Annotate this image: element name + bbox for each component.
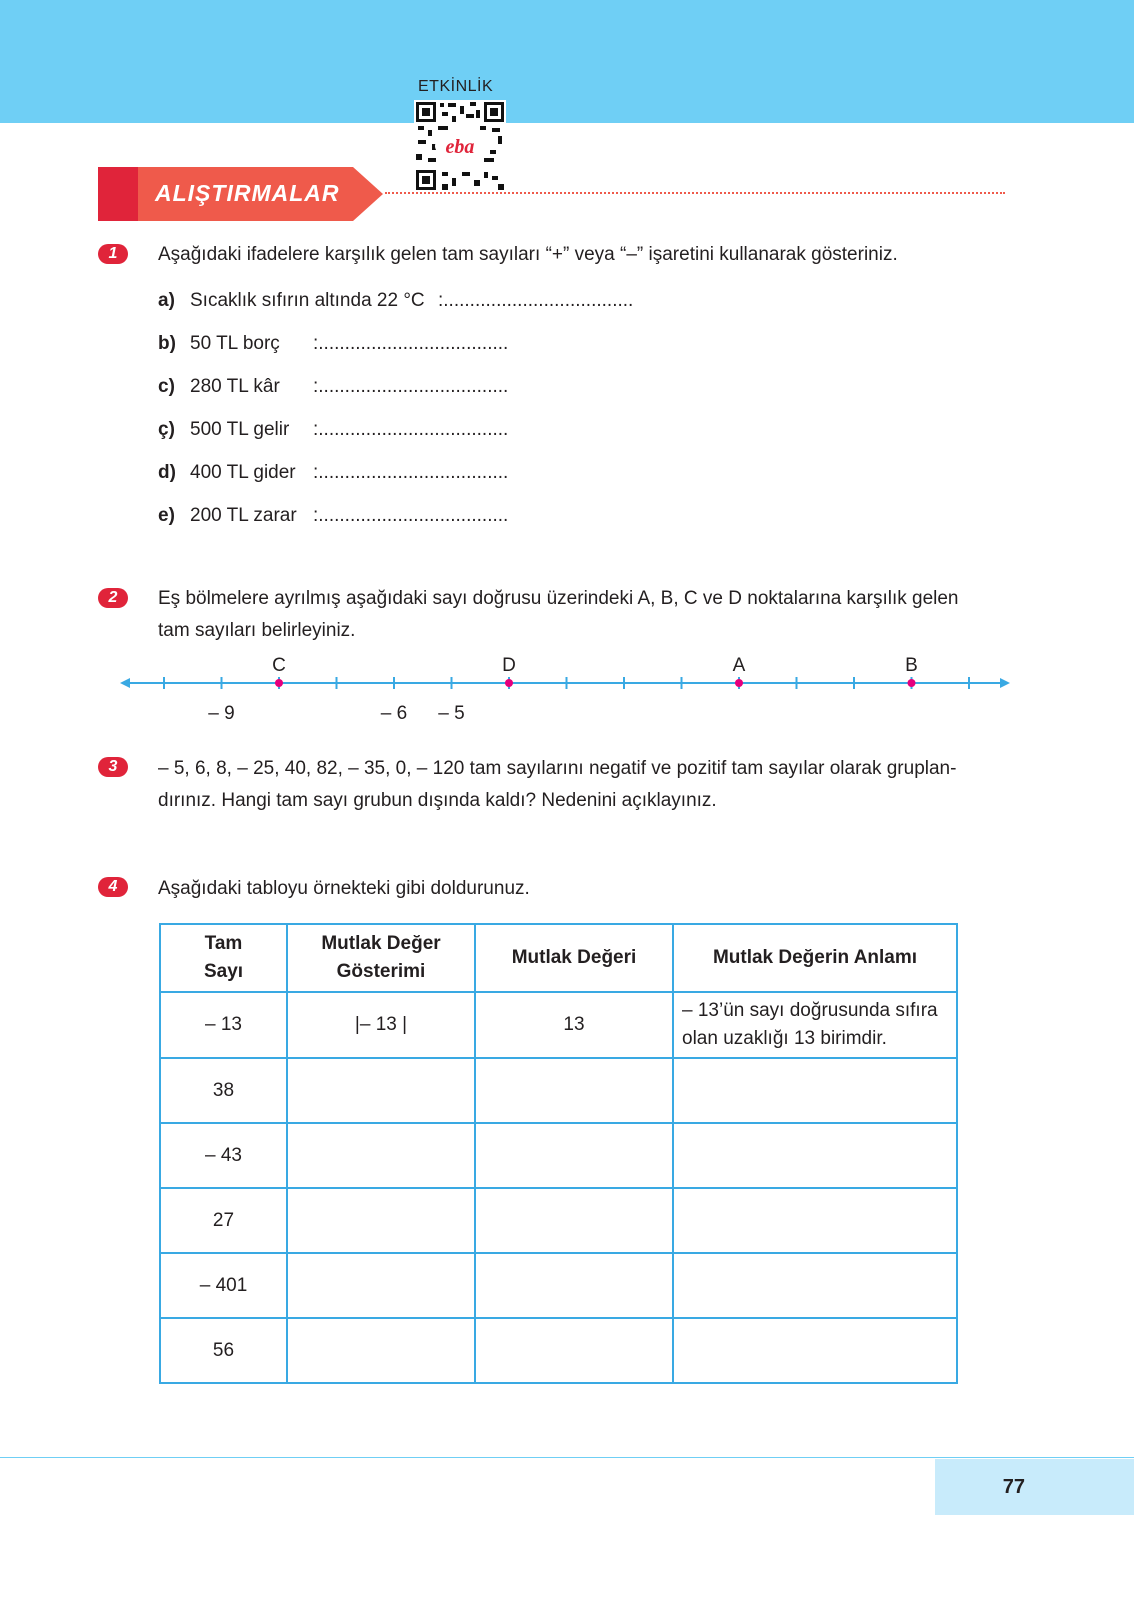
- item-text: Sıcaklık sıfırın altında 22 °C: [190, 290, 425, 311]
- answer-blank[interactable]: :....................................: [313, 462, 509, 483]
- item-text: 200 TL zarar: [190, 505, 297, 526]
- item-letter: d): [158, 462, 176, 483]
- qr-code[interactable]: [414, 100, 506, 192]
- item-text: 400 TL gider: [190, 462, 296, 483]
- header-absolute-value: Mutlak Değeri: [475, 924, 673, 992]
- cell-absolute-value-blank[interactable]: [475, 1253, 673, 1318]
- question-2-prompt-line2: tam sayıları belirleyiniz.: [158, 620, 356, 641]
- eba-badge: eba: [445, 136, 475, 158]
- point-a-label: A: [732, 655, 746, 676]
- table-row: [160, 1318, 957, 1383]
- point-d-marker: [505, 679, 513, 687]
- answer-blank[interactable]: :....................................: [313, 505, 509, 526]
- right-arrow-head: [1000, 678, 1010, 688]
- cell-integer: 27: [160, 1188, 287, 1253]
- table-row: [160, 1188, 957, 1253]
- number-line-value-label: – 9: [208, 703, 235, 724]
- point-d-label: D: [502, 655, 516, 676]
- cell-notation-blank[interactable]: [287, 1058, 475, 1123]
- question-2-prompt-line1: Eş bölmelere ayrılmış aşağıdaki sayı doğrusu üzerindeki A, B, C ve D noktalarına karşılık gelen: [158, 588, 959, 609]
- cell-absolute-value-blank[interactable]: [475, 1188, 673, 1253]
- header-integer: Tam Sayı: [160, 924, 287, 992]
- cell-meaning-blank[interactable]: [673, 1188, 957, 1253]
- dotted-divider: [385, 192, 1005, 194]
- question-4-prompt: Aşağıdaki tabloyu örnekteki gibi doldurunuz.: [158, 878, 530, 899]
- item-letter: b): [158, 333, 176, 354]
- point-c-marker: [275, 679, 283, 687]
- number-line: [120, 655, 1010, 725]
- header-meaning: Mutlak Değerin Anlamı: [673, 924, 957, 992]
- table-row: [160, 1253, 957, 1318]
- cell-absolute-value-blank[interactable]: [475, 1058, 673, 1123]
- table-row: [160, 992, 957, 1058]
- item-text: 280 TL kâr: [190, 376, 280, 397]
- number-line-value-label: – 6: [380, 703, 408, 724]
- item-text: 50 TL borç: [190, 333, 280, 354]
- absolute-value-table: [159, 923, 958, 1384]
- question-3-number: 3: [108, 758, 118, 775]
- point-b-marker: [908, 679, 916, 687]
- cell-integer: – 43: [160, 1123, 287, 1188]
- header-notation: Mutlak Değer Gösterimi: [287, 924, 475, 992]
- cell-integer: – 401: [160, 1253, 287, 1318]
- item-letter: ç): [158, 419, 175, 440]
- item-letter: e): [158, 505, 175, 526]
- item-letter: c): [158, 376, 175, 397]
- question-2-number: 2: [108, 589, 118, 606]
- question-3-line2: dırınız. Hangi tam sayı grubun dışında kaldı? Nedenini açıklayınız.: [158, 790, 717, 811]
- number-line-value-label: – 5: [438, 703, 465, 724]
- point-b-label: B: [905, 655, 918, 676]
- question-4-number: 4: [108, 878, 118, 895]
- question-1-number: 1: [108, 245, 118, 262]
- item-text: 500 TL gelir: [190, 419, 290, 440]
- footer-divider: [0, 1457, 1134, 1458]
- cell-meaning: – 13’ün sayı doğrusunda sıfıra olan uzaklığı 13 birimdir.: [673, 992, 957, 1058]
- cell-integer: 38: [160, 1058, 287, 1123]
- answer-blank[interactable]: :....................................: [438, 290, 634, 311]
- cell-meaning-blank[interactable]: [673, 1058, 957, 1123]
- left-arrow-head: [120, 678, 130, 688]
- cell-absolute-value-blank[interactable]: [475, 1123, 673, 1188]
- answer-blank[interactable]: :....................................: [313, 333, 509, 354]
- answer-blank[interactable]: :....................................: [313, 419, 509, 440]
- table-row: [160, 1058, 957, 1123]
- cell-integer: – 13: [160, 992, 287, 1058]
- cell-absolute-value: 13: [475, 992, 673, 1058]
- cell-meaning-blank[interactable]: [673, 1318, 957, 1383]
- cell-notation-blank[interactable]: [287, 1318, 475, 1383]
- cell-integer: 56: [160, 1318, 287, 1383]
- question-3-line1: – 5, 6, 8, – 25, 40, 82, – 35, 0, – 120 tam sayılarını negatif ve pozitif tam sayılar olarak gruplan-: [158, 758, 957, 779]
- table-header-row: [160, 924, 957, 992]
- table-row: [160, 1123, 957, 1188]
- answer-blank[interactable]: :....................................: [313, 376, 509, 397]
- page-number: 77: [1002, 1476, 1025, 1498]
- cell-meaning-blank[interactable]: [673, 1253, 957, 1318]
- section-title: ALIŞTIRMALAR: [155, 180, 340, 206]
- question-1-prompt: Aşağıdaki ifadelere karşılık gelen tam sayıları “+” veya “–” işaretini kullanarak gösteriniz.: [158, 244, 898, 265]
- cell-notation-blank[interactable]: [287, 1188, 475, 1253]
- item-letter: a): [158, 290, 175, 311]
- cell-notation: |– 13 |: [287, 992, 475, 1058]
- cell-absolute-value-blank[interactable]: [475, 1318, 673, 1383]
- cell-meaning-blank[interactable]: [673, 1123, 957, 1188]
- cell-notation-blank[interactable]: [287, 1123, 475, 1188]
- point-a-marker: [735, 679, 743, 687]
- point-c-label: C: [272, 655, 286, 676]
- cell-notation-blank[interactable]: [287, 1253, 475, 1318]
- activity-label: ETKİNLİK: [418, 78, 494, 95]
- top-color-band: [0, 0, 1134, 123]
